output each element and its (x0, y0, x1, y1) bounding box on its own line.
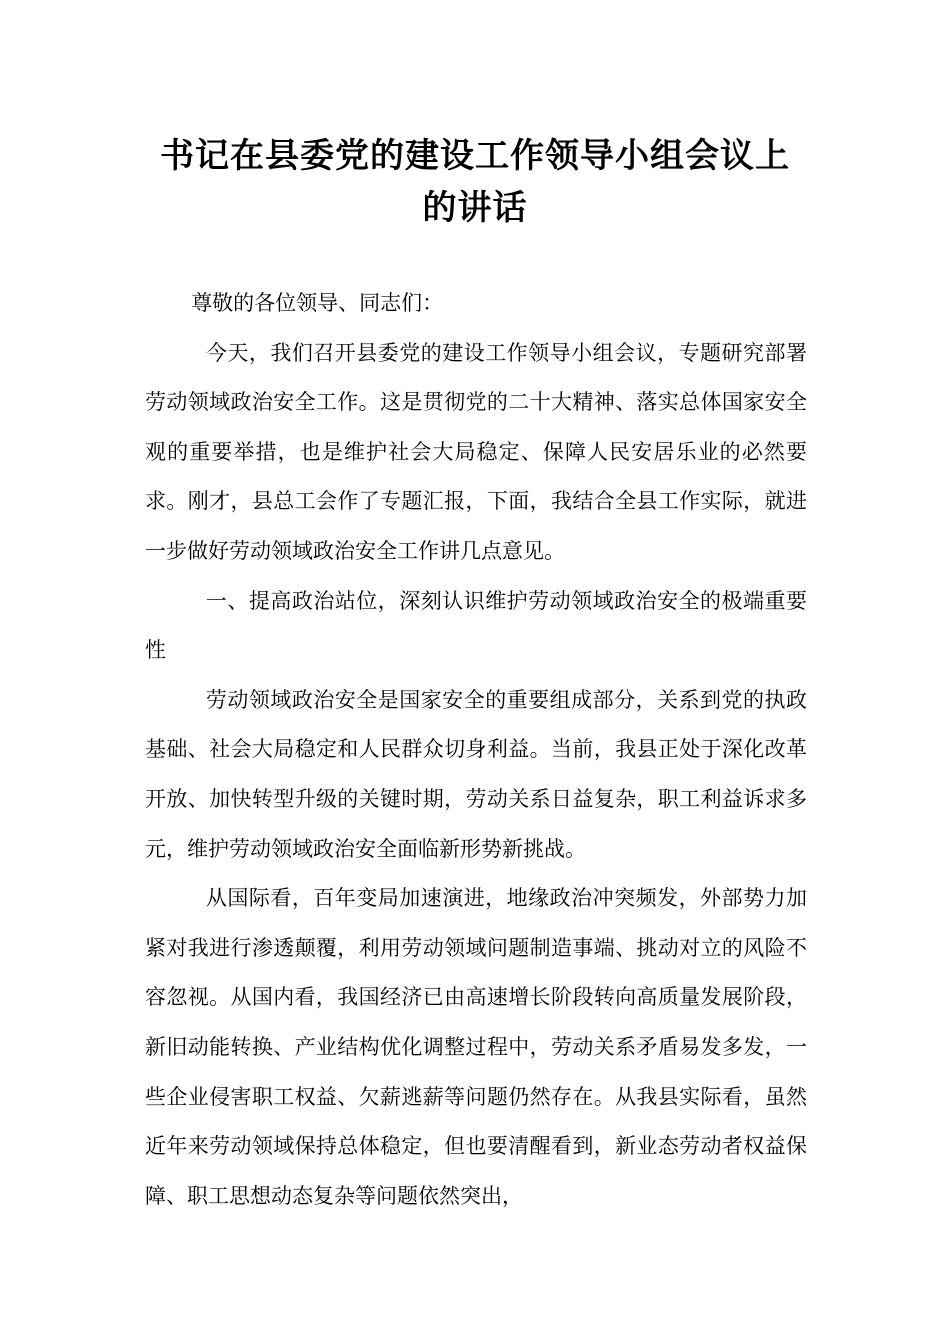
section-heading-1: 一、提高政治站位，深刻认识维护劳动领域政治安全的极端重要性 (145, 588, 807, 663)
paragraph-situation: 从国际看，百年变局加速演进，地缘政治冲突频发，外部势力加紧对我进行渗透颠覆，利用劳动领域问题制造事端、挑动对立的风险不容忽视。从国内看，我国经济已由高速增长阶段转向高质量发展阶段，新旧动能转换、产业结构优化调整过程中，劳动关系矛盾易发多发，一些企业侵害职工权益、欠薪逃薪等问题仍然存在。从我县实际看，虽然近年来劳动领域保持总体稳定，但也要清醒看到，新业态劳动者权益保障、职工思想动态复杂等问题依然突出， (145, 886, 807, 1208)
paragraph-importance: 劳动领域政治安全是国家安全的重要组成部分，关系到党的执政基础、社会大局稳定和人民群众切身利益。当前，我县正处于深化改革开放、加快转型升级的关键时期，劳动关系日益复杂，职工利益诉求多元，维护劳动领域政治安全面临新形势新挑战。 (145, 687, 807, 861)
title-line-1: 书记在县委党的建设工作领导小组会议上 (160, 136, 790, 176)
document-body (145, 279, 807, 1221)
document-title (140, 130, 810, 234)
salutation: 尊敬的各位领导、同志们： (191, 291, 444, 315)
paragraph-opening: 今天，我们召开县委党的建设工作领导小组会议，专题研究部署劳动领域政治安全工作。这是贯彻党的二十大精神、落实总体国家安全观的重要举措，也是维护社会大局稳定、保障人民安居乐业的必然要求。刚才，县总工会作了专题汇报，下面，我结合全县工作实际，就进一步做好劳动领域政治安全工作讲几点意见。 (145, 340, 807, 563)
title-line-2: 的讲话 (422, 188, 528, 228)
